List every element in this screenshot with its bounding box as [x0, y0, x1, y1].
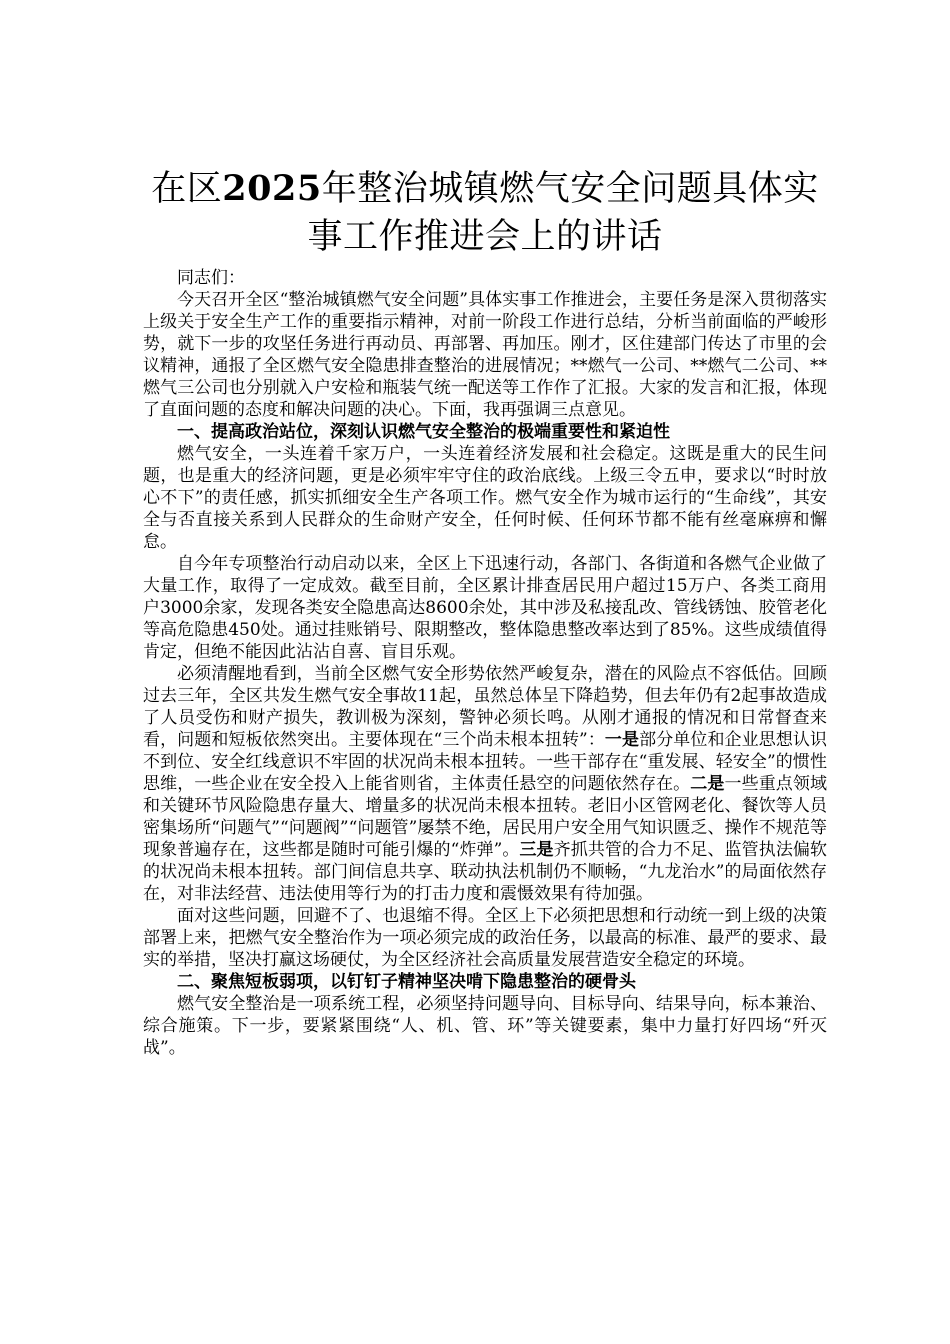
- salutation: 同志们：: [177, 268, 245, 288]
- title-prefix: 在区: [151, 169, 223, 209]
- title-year: 2025: [222, 168, 322, 209]
- issue-3-text: 齐抓共管的合力不足、监管执法偏软的状况尚未根本扭转。部门间信息共享、联动执法机制仍不顺畅，“九龙治水”的局面依然存在，对非法经营、违法使用等行为的打击力度和震慑效果有待加强。: [143, 840, 828, 904]
- section-heading-1: 一、提高政治站位，深刻认识燃气安全整治的极端重要性和紧迫性: [177, 422, 670, 442]
- paragraph-next-steps: 燃气安全整治是一项系统工程，必须坚持问题导向、目标导向、结果导向，标本兼治、综合施策。下一步，要紧紧围绕“人、机、管、环”等关键要素，集中力量打好四场“歼灭战”。: [143, 994, 827, 1058]
- issue-2-text: 一些重点领域和关键环节风险隐患存量大、增量多的状况尚未根本扭转。老旧小区管网老化、餐饮等人员密集场所“问题气”“问题阀”“问题管”屡禁不绝，居民用户安全用气知识匮乏、操作不规范等现象普遍存在，这些都是随时可能引爆的“炸弹”。: [143, 774, 828, 860]
- issue-1-text: 部分单位和企业思想认识不到位、安全红线意识不牢固的状况尚未根本扭转。一些干部存在“重发展、轻安全”的惯性思维，一些企业在安全投入上能省则省，主体责任悬空的问题依然存在。: [143, 730, 828, 794]
- paragraph-resolve: 面对这些问题，回避不了、也退缩不得。全区上下必须把思想和行动统一到上级的决策部署上来，把燃气安全整治作为一项必须完成的政治任务，以最高的标准、最严的要求、最实的举措，坚决打赢这场硬仗，为全区经济社会高质量发展营造安全稳定的环境。: [143, 906, 827, 970]
- paragraph-gas-safety-importance: 燃气安全，一头连着千家万户，一头连着经济发展和社会稳定。这既是重大的民生问题，也是重大的经济问题，更是必须牢牢守住的政治底线。上级三令五申，要求以“时时放心不下”的责任感，抓实抓细安全生产各项工作。燃气安全作为城市运行的“生命线”，其安全与否直接关系到人民群众的生命财产安全，任何时候、任何环节都不能有丝毫麻痹和懈怠。: [143, 444, 827, 552]
- paragraph-opening: 今天召开全区“整治城镇燃气安全问题”具体实事工作推进会，主要任务是深入贯彻落实上级关于安全生产工作的重要指示精神，对前一阶段工作进行总结，分析当前面临的严峻形势，就下一步的攻坚任务进行再动员、再部署、再加压。刚才，区住建部门传达了市里的会议精神，通报了全区燃气安全隐患排查整治的进展情况；**燃气一公司、**燃气二公司、**燃气三公司也分别就入户安检和瓶装气统一配送等工作作了汇报。大家的发言和汇报，体现了直面问题的态度和解决问题的决心。下面，我再强调三点意见。: [143, 290, 827, 420]
- issue-2-label: 二是: [690, 774, 725, 794]
- issue-1-label: 一是: [604, 730, 640, 750]
- title-rest: 年整治城镇燃气安全问题具体实事工作推进会上的讲话: [307, 169, 819, 257]
- document-page: [143, 165, 827, 1059]
- paragraph-three-issues: [143, 663, 827, 905]
- issue-3-label: 三是: [519, 840, 554, 860]
- paragraph-progress-stats: 自今年专项整治行动启动以来，全区上下迅速行动，各部门、各街道和各燃气企业做了大量工作，取得了一定成效。截至目前，全区累计排查居民用户超过15万户、各类工商用户3000余家，发现各类安全隐患高达8600余处，其中涉及私接乱改、管线锈蚀、胶管老化等高危隐患450处。通过挂账销号、限期整改，整体隐患整改率达到了85%。这些成绩值得肯定，但绝不能因此沾沾自喜、盲目乐观。: [143, 554, 827, 662]
- issues-intro: 必须清醒地看到，当前全区燃气安全形势依然严峻复杂，潜在的风险点不容低估。回顾过去三年，全区共发生燃气安全事故11起，虽然总体呈下降趋势，但去年仍有2起事故造成了人员受伤和财产损失，教训极为深刻，警钟必须长鸣。从刚才通报的情况和日常督查来看，问题和短板依然突出。主要体现在“三个尚未根本扭转”：: [143, 664, 827, 750]
- section-heading-2: 二、聚焦短板弱项，以钉钉子精神坚决啃下隐患整治的硬骨头: [177, 972, 636, 992]
- document-title: [143, 165, 827, 261]
